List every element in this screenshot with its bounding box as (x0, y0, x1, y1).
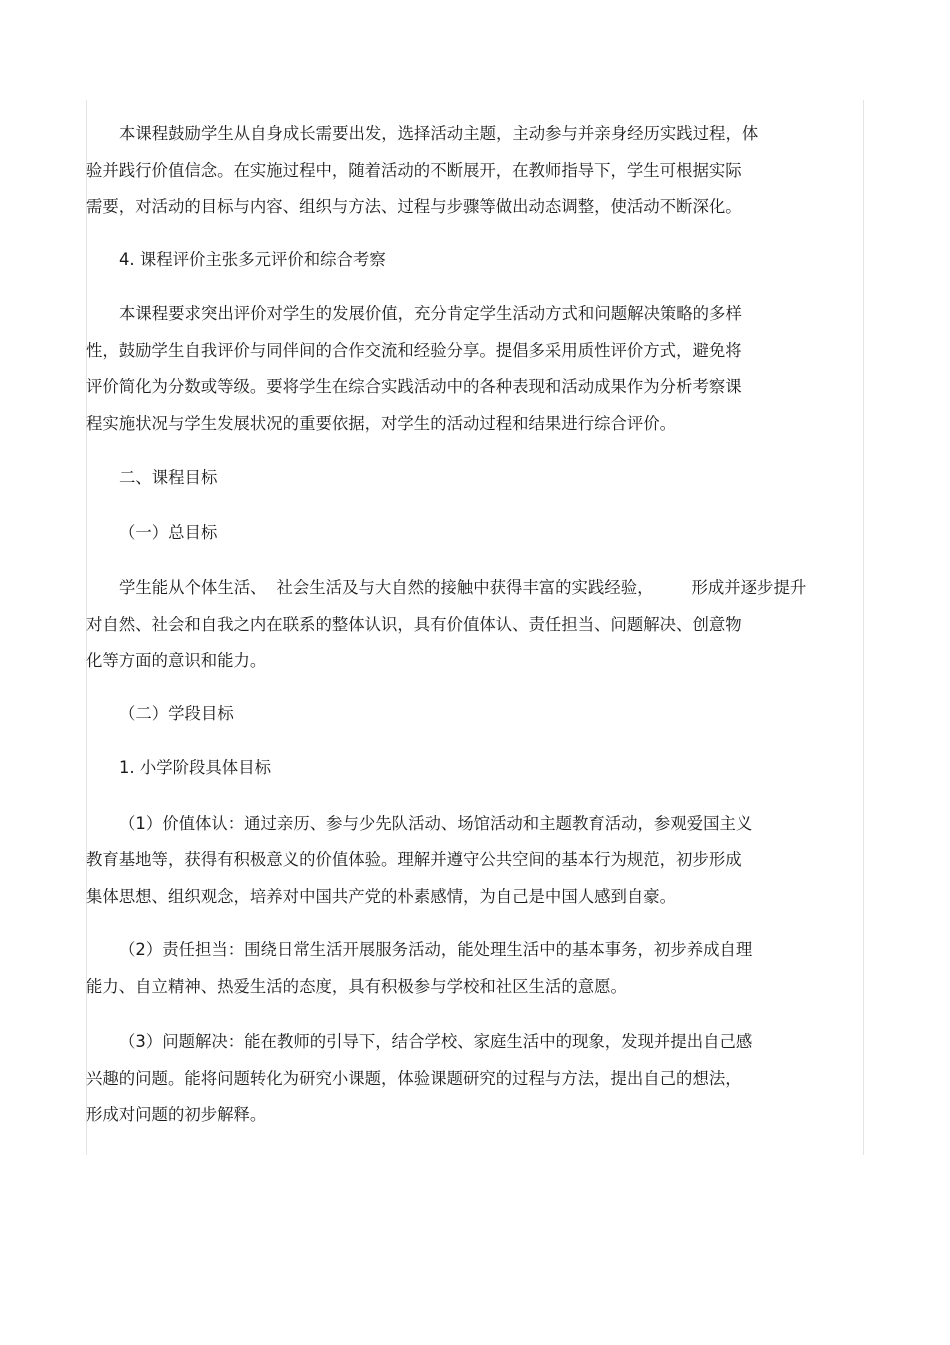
text-line: （1）价值体认：通过亲历、参与少先队活动、场馆活动和主题教育活动，参观爱国主义 (119, 813, 753, 833)
paragraph-responsibility (86, 937, 828, 1000)
text-line: 兴趣的问题。能将问题转化为研究小课题，体验课题研究的过程与方法，提出自己的想法， (86, 1068, 742, 1088)
text-fragment: 形成并逐步提升 (691, 578, 807, 597)
paragraph-value-recognition (86, 811, 828, 911)
text-line: 本课程要求突出评价对学生的发展价值，充分肯定学生活动方式和问题解决策略的多样 (119, 304, 742, 323)
text-line: 能力、自立精神、热爱生活的态度，具有积极参与学校和社区生活的意愿。 (86, 976, 627, 996)
subsection-heading-overall-goal: （一）总目标 (119, 522, 218, 542)
text-line: 化等方面的意识和能力。 (86, 651, 267, 670)
paragraph-activity-deepening (86, 121, 828, 221)
text-line (86, 575, 828, 602)
text-line: 对自然、社会和自我之内在联系的整体认识，具有价值体认、责任担当、问题解决、创意物 (86, 614, 742, 634)
text-fragment: 学生能从个体生活、 (119, 578, 267, 597)
paragraph-overall-goal (86, 575, 828, 675)
text-line: 需要，对活动的目标与内容、组织与方法、过程与步骤等做出动态调整，使活动不断深化。 (86, 197, 742, 216)
paragraph-evaluation (86, 301, 828, 437)
text-line: 验并践行价值信念。在实施过程中，随着活动的不断展开，在教师指导下，学生可根据实际 (86, 160, 742, 180)
text-line: 形成对问题的初步解释。 (86, 1105, 267, 1124)
text-line: 程实施状况与学生发展状况的重要依据，对学生的活动过程和结果进行综合评价。 (86, 413, 677, 433)
text-line: 本课程鼓励学生从自身成长需要出发，选择活动主题，主动参与并亲身经历实践过程，体 (119, 124, 759, 143)
text-line: （2）责任担当：围绕日常生活开展服务活动，能处理生活中的基本事务，初步养成自理 (119, 940, 753, 959)
text-line: 评价简化为分数或等级。要将学生在综合实践活动中的各种表现和活动成果作为分析考察课 (86, 377, 742, 396)
text-line: 教育基地等，获得有积极意义的价值体验。理解并遵守公共空间的基本行为规范，初步形成 (86, 850, 742, 869)
right-margin-rule (863, 100, 864, 1155)
section-heading-evaluation: 4. 课程评价主张多元评价和综合考察 (119, 249, 386, 269)
section-heading-course-goals: 二、课程目标 (119, 468, 218, 487)
text-fragment: 社会生活及与大自然的接触中获得丰富的实践经验， (276, 578, 654, 597)
text-line: 性，鼓励学生自我评价与同伴间的合作交流和经验分享。提倡多采用质性评价方式，避免将 (86, 340, 742, 360)
page-content (86, 121, 828, 1129)
subsection-heading-stage-goals: （二）学段目标 (119, 703, 234, 723)
text-line: 集体思想、组织观念，培养对中国共产党的朴素感情，为自己是中国人感到自豪。 (86, 886, 677, 906)
subsection-heading-primary-goals: 1. 小学阶段具体目标 (119, 758, 271, 777)
paragraph-problem-solving (86, 1029, 828, 1129)
text-line: （3）问题解决：能在教师的引导下，结合学校、家庭生活中的现象，发现并提出自己感 (119, 1032, 753, 1051)
